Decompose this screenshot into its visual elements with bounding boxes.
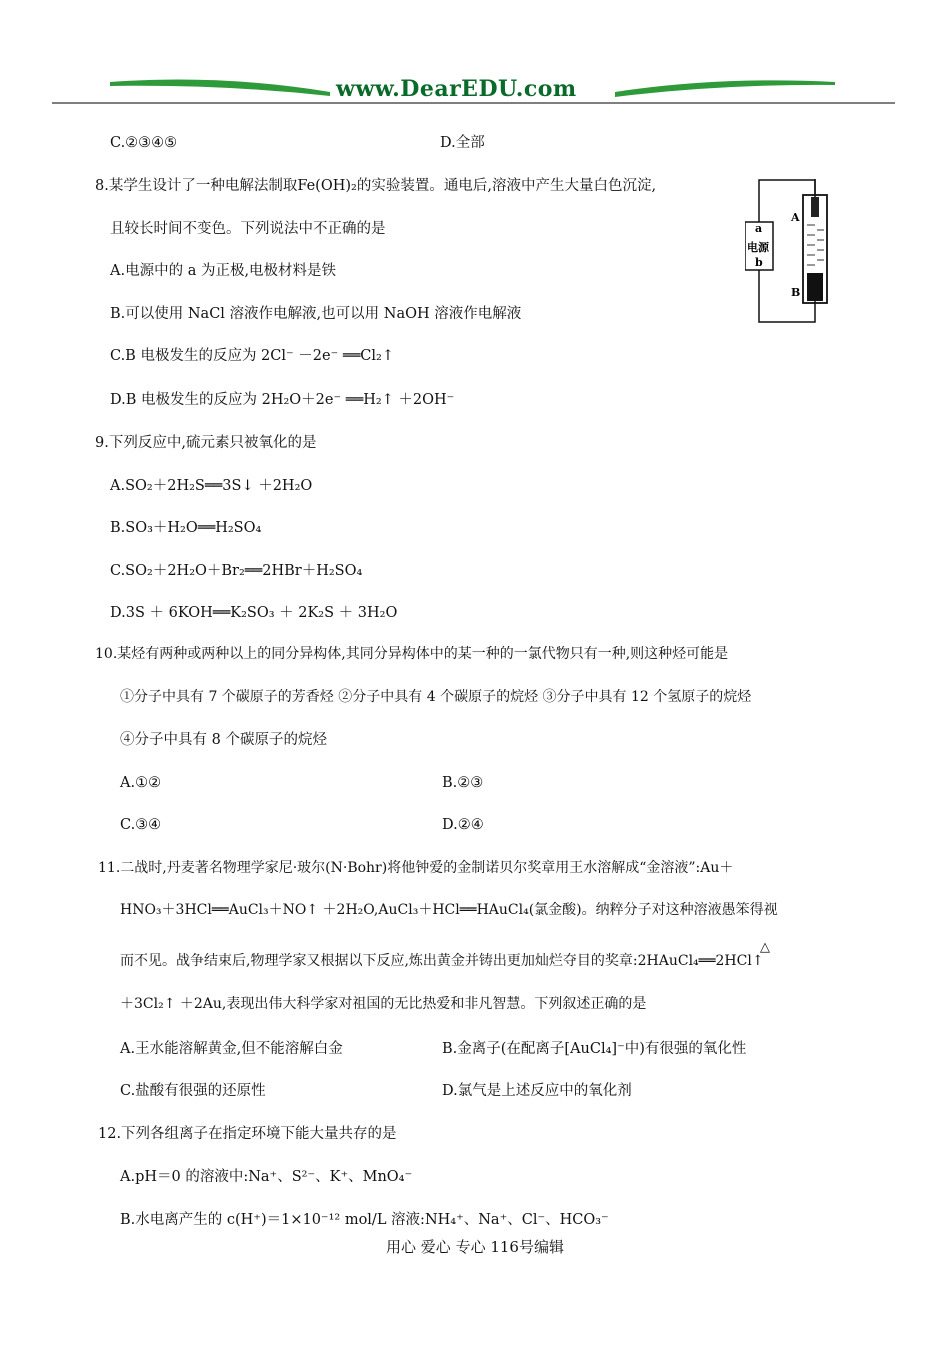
- q8-option-d: D.B 电极发生的反应为 2H₂O＋2e⁻ ══H₂↑ ＋2OH⁻: [110, 392, 455, 408]
- q9-option-d: D.3S ＋ 6KOH══K₂SO₃ ＋ 2K₂S ＋ 3H₂O: [110, 605, 398, 621]
- site-header: [0, 70, 950, 110]
- q12-option-a: A.pH＝0 的溶液中:Na⁺、S²⁻、K⁺、MnO₄⁻: [120, 1169, 413, 1185]
- q9-stem: 9.下列反应中,硫元素只被氧化的是: [95, 435, 317, 451]
- q10-option-a: A.①②: [120, 775, 162, 791]
- label-b: b: [755, 256, 763, 269]
- q8-stem-line1: 8.某学生设计了一种电解法制取Fe(OH)₂的实验装置。通电后,溶液中产生大量白色沉淀,: [95, 178, 657, 194]
- site-url: www.DearEDU.com: [336, 76, 577, 102]
- q11-stem-line3: 而不见。战争结束后,物理学家又根据以下反应,炼出黄金并铸出更加灿烂夺目的奖章:2HAuCl₄══2HCl↑: [120, 953, 764, 969]
- q10-option-d: D.②④: [442, 817, 484, 833]
- q12-option-b: B.水电离产生的 c(H⁺)＝1×10⁻¹² mol/L 溶液:NH₄⁺、Na⁺、Cl⁻、HCO₃⁻: [120, 1212, 609, 1228]
- q8-option-a: A.电源中的 a 为正极,电极材料是铁: [110, 263, 337, 279]
- q11-option-b: B.金离子(在配离子[AuCl₄]⁻中)有很强的氧化性: [442, 1041, 747, 1057]
- q11-option-c: C.盐酸有很强的还原性: [120, 1083, 266, 1099]
- label-a: a: [755, 222, 763, 235]
- q8-option-b: B.可以使用 NaCl 溶液作电解液,也可以用 NaOH 溶液作电解液: [110, 306, 522, 322]
- label-power-source: 电源: [747, 241, 769, 254]
- q10-stem: 10.某烃有两种或两种以上的同分异构体,其同分异构体中的某一种的一氯代物只有一种,则这种烃可能是: [95, 646, 729, 662]
- q10-statements-line1: ①分子中具有 7 个碳原子的芳香烃 ②分子中具有 4 个碳原子的烷烃 ③分子中具有 12 个氢原子的烷烃: [120, 689, 752, 705]
- label-electrode-A: A: [791, 211, 800, 224]
- q9-option-c: C.SO₂＋2H₂O＋Br₂══2HBr＋H₂SO₄: [110, 563, 363, 579]
- q10-option-c: C.③④: [120, 817, 162, 833]
- heat-symbol: △: [760, 940, 770, 955]
- q8-stem-line2: 且较长时间不变色。下列说法中不正确的是: [110, 221, 386, 237]
- electrolysis-apparatus-figure: [745, 175, 845, 330]
- q11-stem-line2: HNO₃＋3HCl══AuCl₃＋NO↑ ＋2H₂O,AuCl₃＋HCl══HAuCl₄(氯金酸)。纳粹分子对这种溶液愚笨得视: [120, 902, 778, 918]
- q11-stem-line4: ＋3Cl₂↑ ＋2Au,表现出伟大科学家对祖国的无比热爱和非凡智慧。下列叙述正确的是: [120, 996, 647, 1012]
- q8-option-c: C.B 电极发生的反应为 2Cl⁻ －2e⁻ ══Cl₂↑: [110, 348, 395, 364]
- q11-stem-line1: 11.二战时,丹麦著名物理学家尼·玻尔(N·Bohr)将他钟爱的金制诺贝尔奖章用王水溶解成“金溶液”:Au＋: [98, 860, 734, 876]
- q11-option-a: A.王水能溶解黄金,但不能溶解白金: [120, 1041, 343, 1057]
- page-footer: 用心 爱心 专心 116号编辑: [386, 1238, 564, 1256]
- q10-option-b: B.②③: [442, 775, 484, 791]
- q11-option-d: D.氯气是上述反应中的氧化剂: [442, 1083, 632, 1099]
- q10-statements-line2: ④分子中具有 8 个碳原子的烷烃: [120, 732, 327, 748]
- q12-stem: 12.下列各组离子在指定环境下能大量共存的是: [98, 1126, 397, 1142]
- q9-option-b: B.SO₃＋H₂O══H₂SO₄: [110, 520, 262, 536]
- q7-option-d: D.全部: [440, 135, 485, 151]
- q7-option-c: C.②③④⑤: [110, 135, 178, 151]
- q9-option-a: A.SO₂＋2H₂S══3S↓ ＋2H₂O: [110, 478, 313, 494]
- label-electrode-B: B: [791, 286, 801, 299]
